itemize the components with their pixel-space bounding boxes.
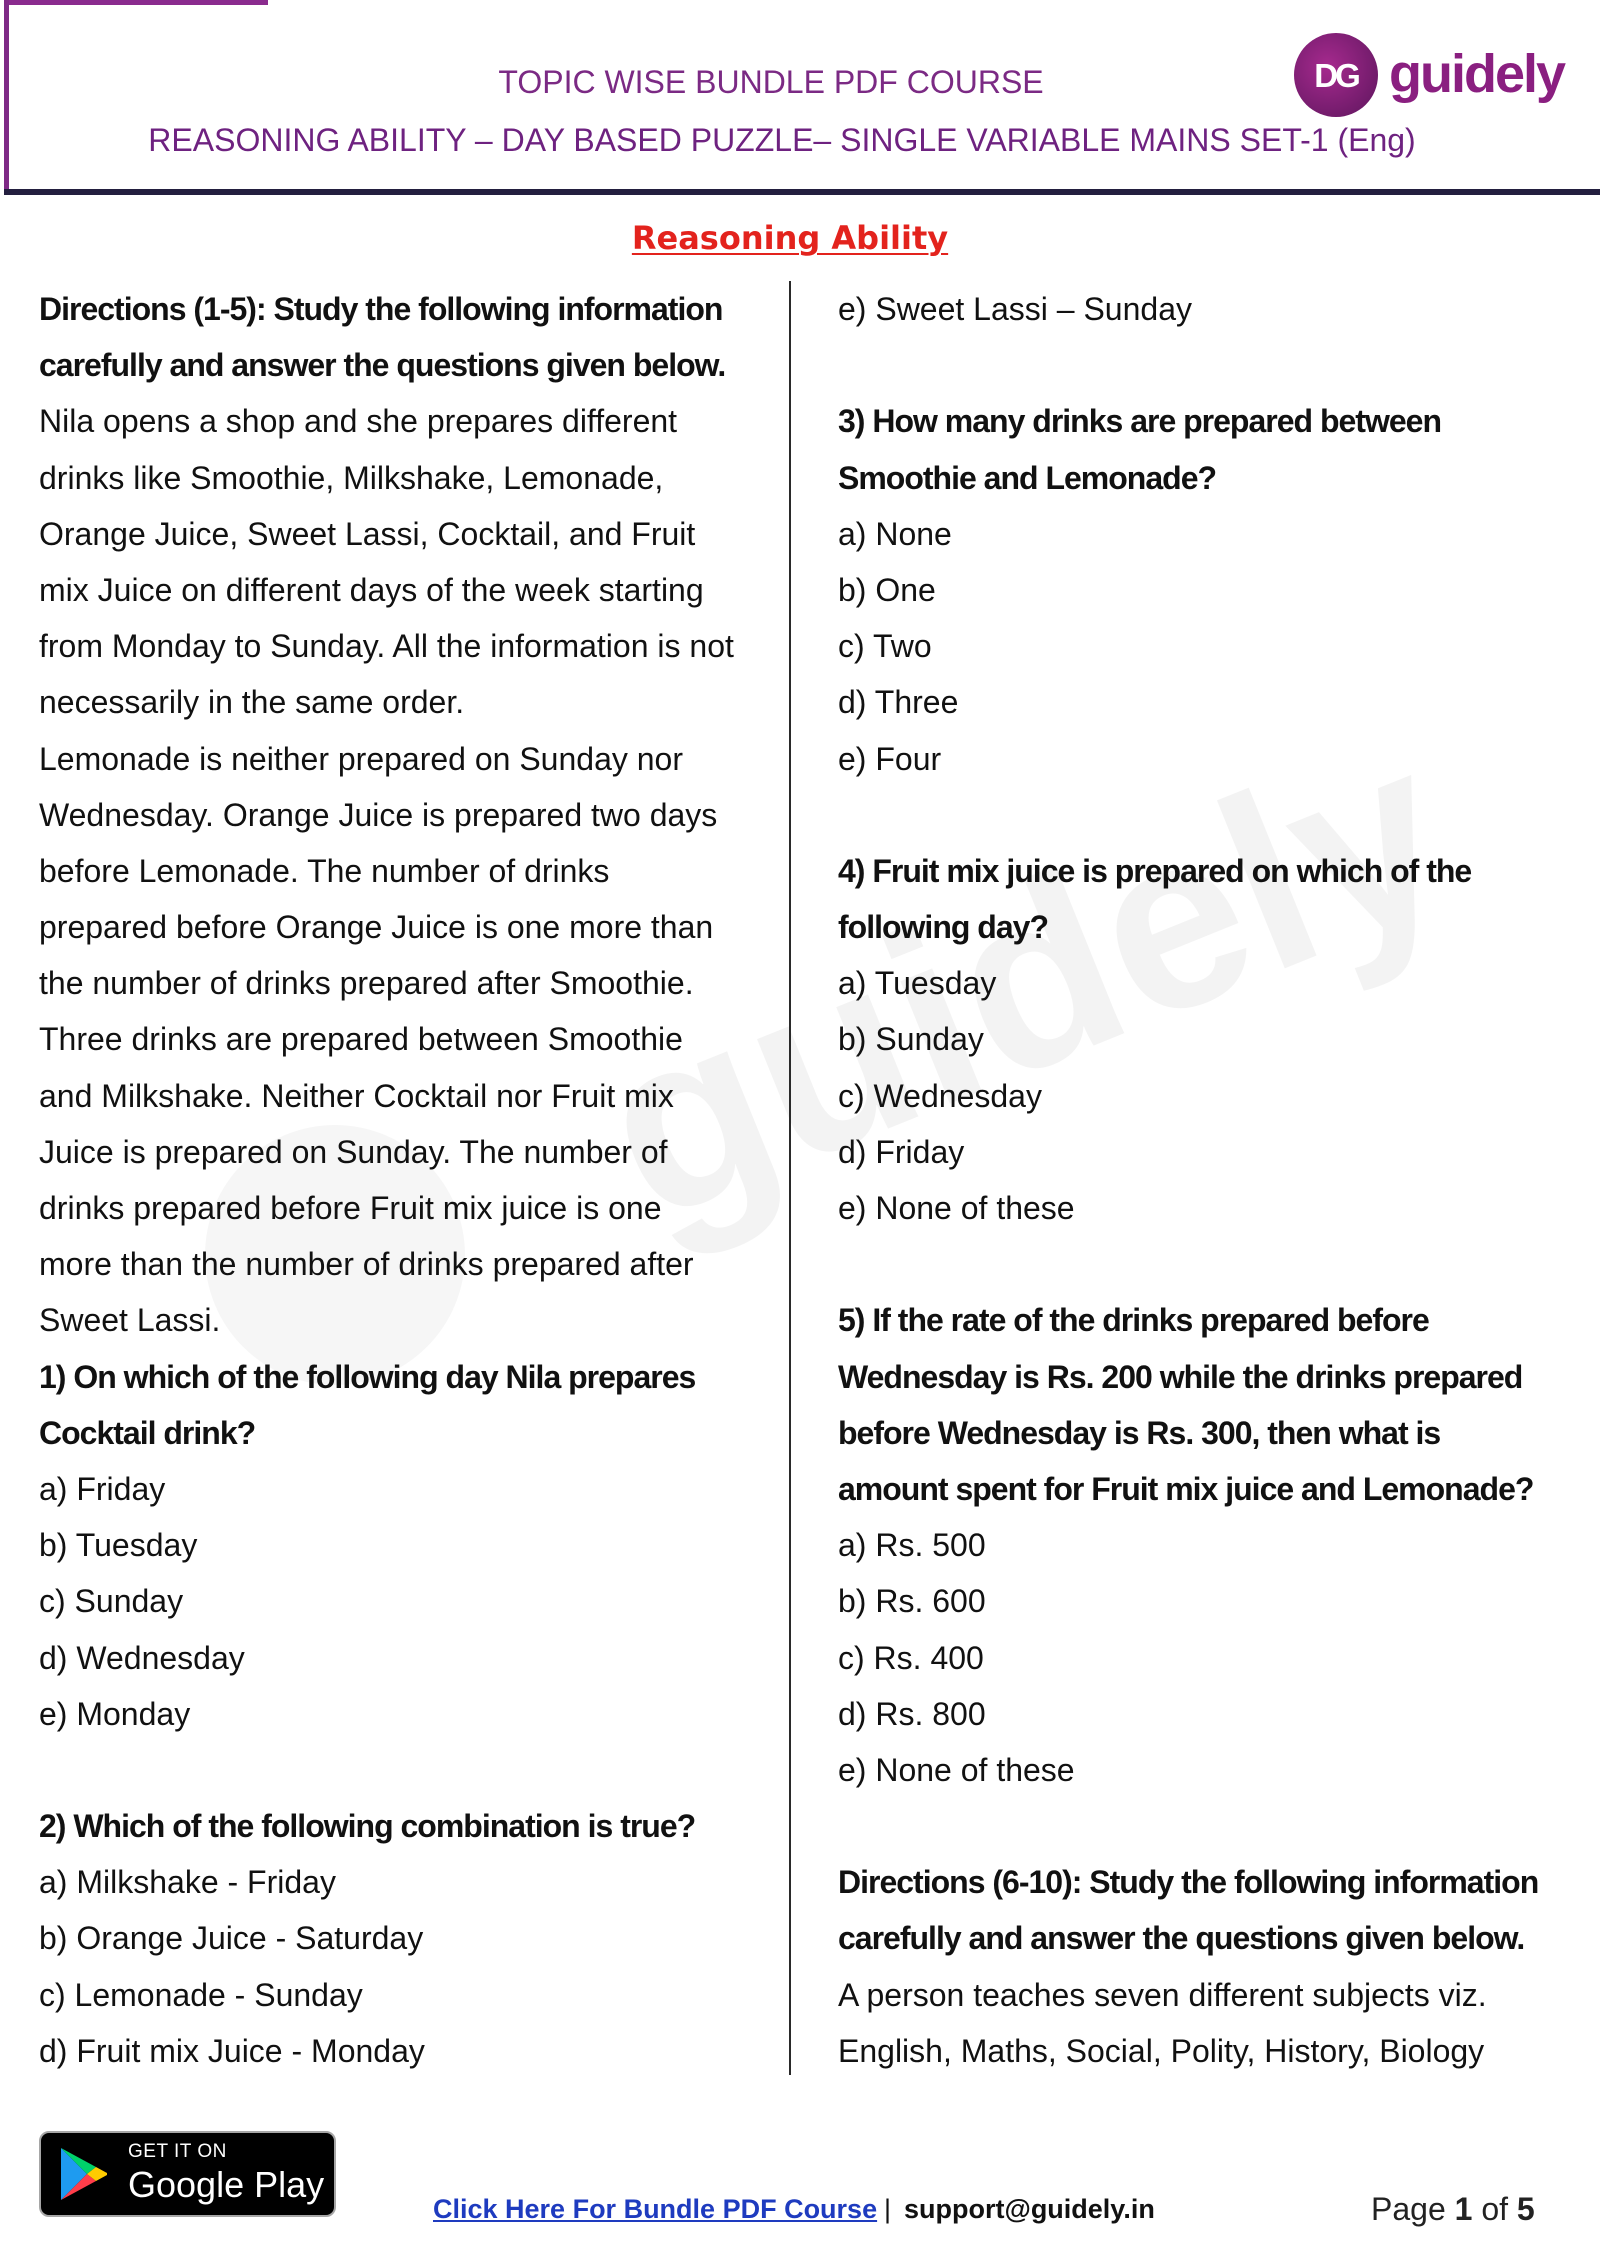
question-5-text: before Wednesday is Rs. 300, then what is	[838, 1414, 1441, 1451]
question-5	[838, 1292, 1578, 1798]
section-title	[0, 216, 1580, 260]
directions-6-10-line: Directions (6-10): Study the following information	[838, 1864, 1539, 1901]
question-5-option-c: c) Rs. 400	[838, 1639, 984, 1676]
passage-line: Nila opens a shop and she prepares different	[39, 403, 678, 440]
question-5-text: amount spent for Fruit mix juice and Lemonade?	[838, 1470, 1534, 1507]
page-of: of	[1481, 2191, 1508, 2227]
passage-line: before Lemonade. The number of drinks	[39, 852, 610, 889]
question-3-text: 3) How many drinks are prepared between	[838, 403, 1441, 440]
question-1-option-e: e) Monday	[39, 1695, 191, 1732]
question-2-text: 2) Which of the following combination is true?	[39, 1808, 696, 1845]
document-subtitle: REASONING ABILITY – DAY BASED PUZZLE– SINGLE VARIABLE MAINS SET-1 (Eng)	[148, 122, 1416, 158]
passage-line: more than the number of drinks prepared after	[39, 1246, 694, 1283]
question-4-option-a: a) Tuesday	[838, 965, 997, 1002]
directions-1-5	[39, 281, 779, 393]
course-title: TOPIC WISE BUNDLE PDF COURSE	[498, 64, 1044, 100]
question-1-option-d: d) Wednesday	[39, 1639, 245, 1676]
question-2-continued	[838, 281, 1578, 337]
passage-line: from Monday to Sunday. All the information is not	[39, 628, 734, 665]
directions-6-10	[838, 1854, 1578, 2079]
question-2-option-e: e) Sweet Lassi – Sunday	[838, 291, 1192, 327]
footer-separator: |	[884, 2194, 892, 2224]
directions-1-5-line: Directions (1-5): Study the following information	[39, 291, 723, 327]
question-1-text: 1) On which of the following day Nila prepares	[39, 1358, 696, 1395]
puzzle-passage	[39, 393, 779, 1348]
question-4-text: following day?	[838, 909, 1048, 946]
header-frame-top-rule	[6, 0, 268, 5]
question-2-option-a: a) Milkshake - Friday	[39, 1864, 336, 1901]
question-3-option-a: a) None	[838, 515, 952, 552]
question-3-option-b: b) One	[838, 571, 936, 608]
passage-line: Sweet Lassi.	[39, 1302, 221, 1339]
question-3-option-c: c) Two	[838, 628, 932, 665]
question-4-option-b: b) Sunday	[838, 1021, 984, 1058]
badge-get-it-on: GET IT ON	[128, 2141, 227, 2162]
question-3-option-d: d) Three	[838, 684, 959, 721]
google-play-badge[interactable]	[39, 2131, 336, 2217]
question-1-option-b: b) Tuesday	[39, 1527, 198, 1564]
badge-google-play: Google Play	[128, 2164, 325, 2205]
google-play-icon	[58, 2146, 110, 2202]
passage-line: drinks prepared before Fruit mix juice is one	[39, 1190, 662, 1226]
question-1-option-a: a) Friday	[39, 1470, 166, 1507]
question-3-text: Smoothie and Lemonade?	[838, 459, 1217, 496]
passage-line: prepared before Orange Juice is one more than	[39, 909, 714, 946]
page-indicator	[1371, 2189, 1535, 2229]
page-total: 5	[1516, 2191, 1535, 2227]
passage-line: Wednesday. Orange Juice is prepared two days	[39, 796, 718, 833]
logo-mark: DG	[1314, 57, 1358, 94]
passage-line: drinks like Smoothie, Milkshake, Lemonade,	[39, 459, 664, 496]
page-label: Page	[1371, 2191, 1446, 2227]
question-2-option-c: c) Lemonade - Sunday	[39, 1976, 363, 2013]
passage-line: Orange Juice, Sweet Lassi, Cocktail, and Fruit	[39, 515, 696, 552]
passage-line: and Milkshake. Neither Cocktail nor Fruit mix	[39, 1077, 674, 1114]
logo-wordmark: guidely	[1389, 44, 1565, 104]
guidely-logo	[1285, 20, 1585, 130]
question-2-option-d: d) Fruit mix Juice - Monday	[39, 2032, 425, 2069]
column-divider	[789, 281, 791, 2075]
question-4	[838, 843, 1578, 1236]
passage-line: mix Juice on different days of the week starting	[39, 571, 704, 608]
question-5-option-e: e) None of these	[838, 1751, 1075, 1788]
question-5-text: Wednesday is Rs. 200 while the drinks prepared	[838, 1358, 1523, 1395]
passage-6-10-line: A person teaches seven different subjects viz.	[838, 1976, 1487, 2013]
bundle-course-link[interactable]: Click Here For Bundle PDF Course	[433, 2194, 878, 2224]
question-3-option-e: e) Four	[838, 740, 942, 777]
passage-line: necessarily in the same order.	[39, 684, 465, 721]
question-1-option-c: c) Sunday	[39, 1583, 184, 1620]
left-column	[39, 281, 779, 2079]
section-title-text: Reasoning Ability	[631, 219, 949, 257]
passage-6-10-line: English, Maths, Social, Polity, History, Biology	[838, 2032, 1485, 2069]
question-4-text: 4) Fruit mix juice is prepared on which of the	[838, 852, 1472, 889]
question-2	[39, 1798, 779, 2079]
question-3	[838, 393, 1578, 786]
support-email: support@guidely.in	[904, 2194, 1155, 2224]
question-5-option-d: d) Rs. 800	[838, 1695, 986, 1732]
question-1	[39, 1349, 779, 1742]
right-column	[838, 281, 1578, 2079]
page-current: 1	[1454, 2191, 1473, 2227]
question-4-option-c: c) Wednesday	[838, 1077, 1042, 1114]
question-5-option-b: b) Rs. 600	[838, 1583, 986, 1620]
passage-line: Lemonade is neither prepared on Sunday nor	[39, 740, 683, 777]
passage-line: Three drinks are prepared between Smoothie	[39, 1021, 683, 1058]
question-2-option-b: b) Orange Juice - Saturday	[39, 1920, 424, 1957]
passage-line: the number of drinks prepared after Smoothie.	[39, 965, 694, 1002]
question-5-text: 5) If the rate of the drinks prepared before	[838, 1302, 1429, 1339]
question-5-option-a: a) Rs. 500	[838, 1527, 986, 1564]
header-bottom-rule	[4, 189, 1600, 195]
passage-line: Juice is prepared on Sunday. The number of	[39, 1133, 668, 1170]
question-4-option-e: e) None of these	[838, 1190, 1075, 1226]
directions-1-5-line: carefully and answer the questions given below.	[39, 347, 726, 384]
question-1-text: Cocktail drink?	[39, 1414, 256, 1451]
directions-6-10-line: carefully and answer the questions given below.	[838, 1920, 1525, 1957]
question-4-option-d: d) Friday	[838, 1133, 965, 1170]
